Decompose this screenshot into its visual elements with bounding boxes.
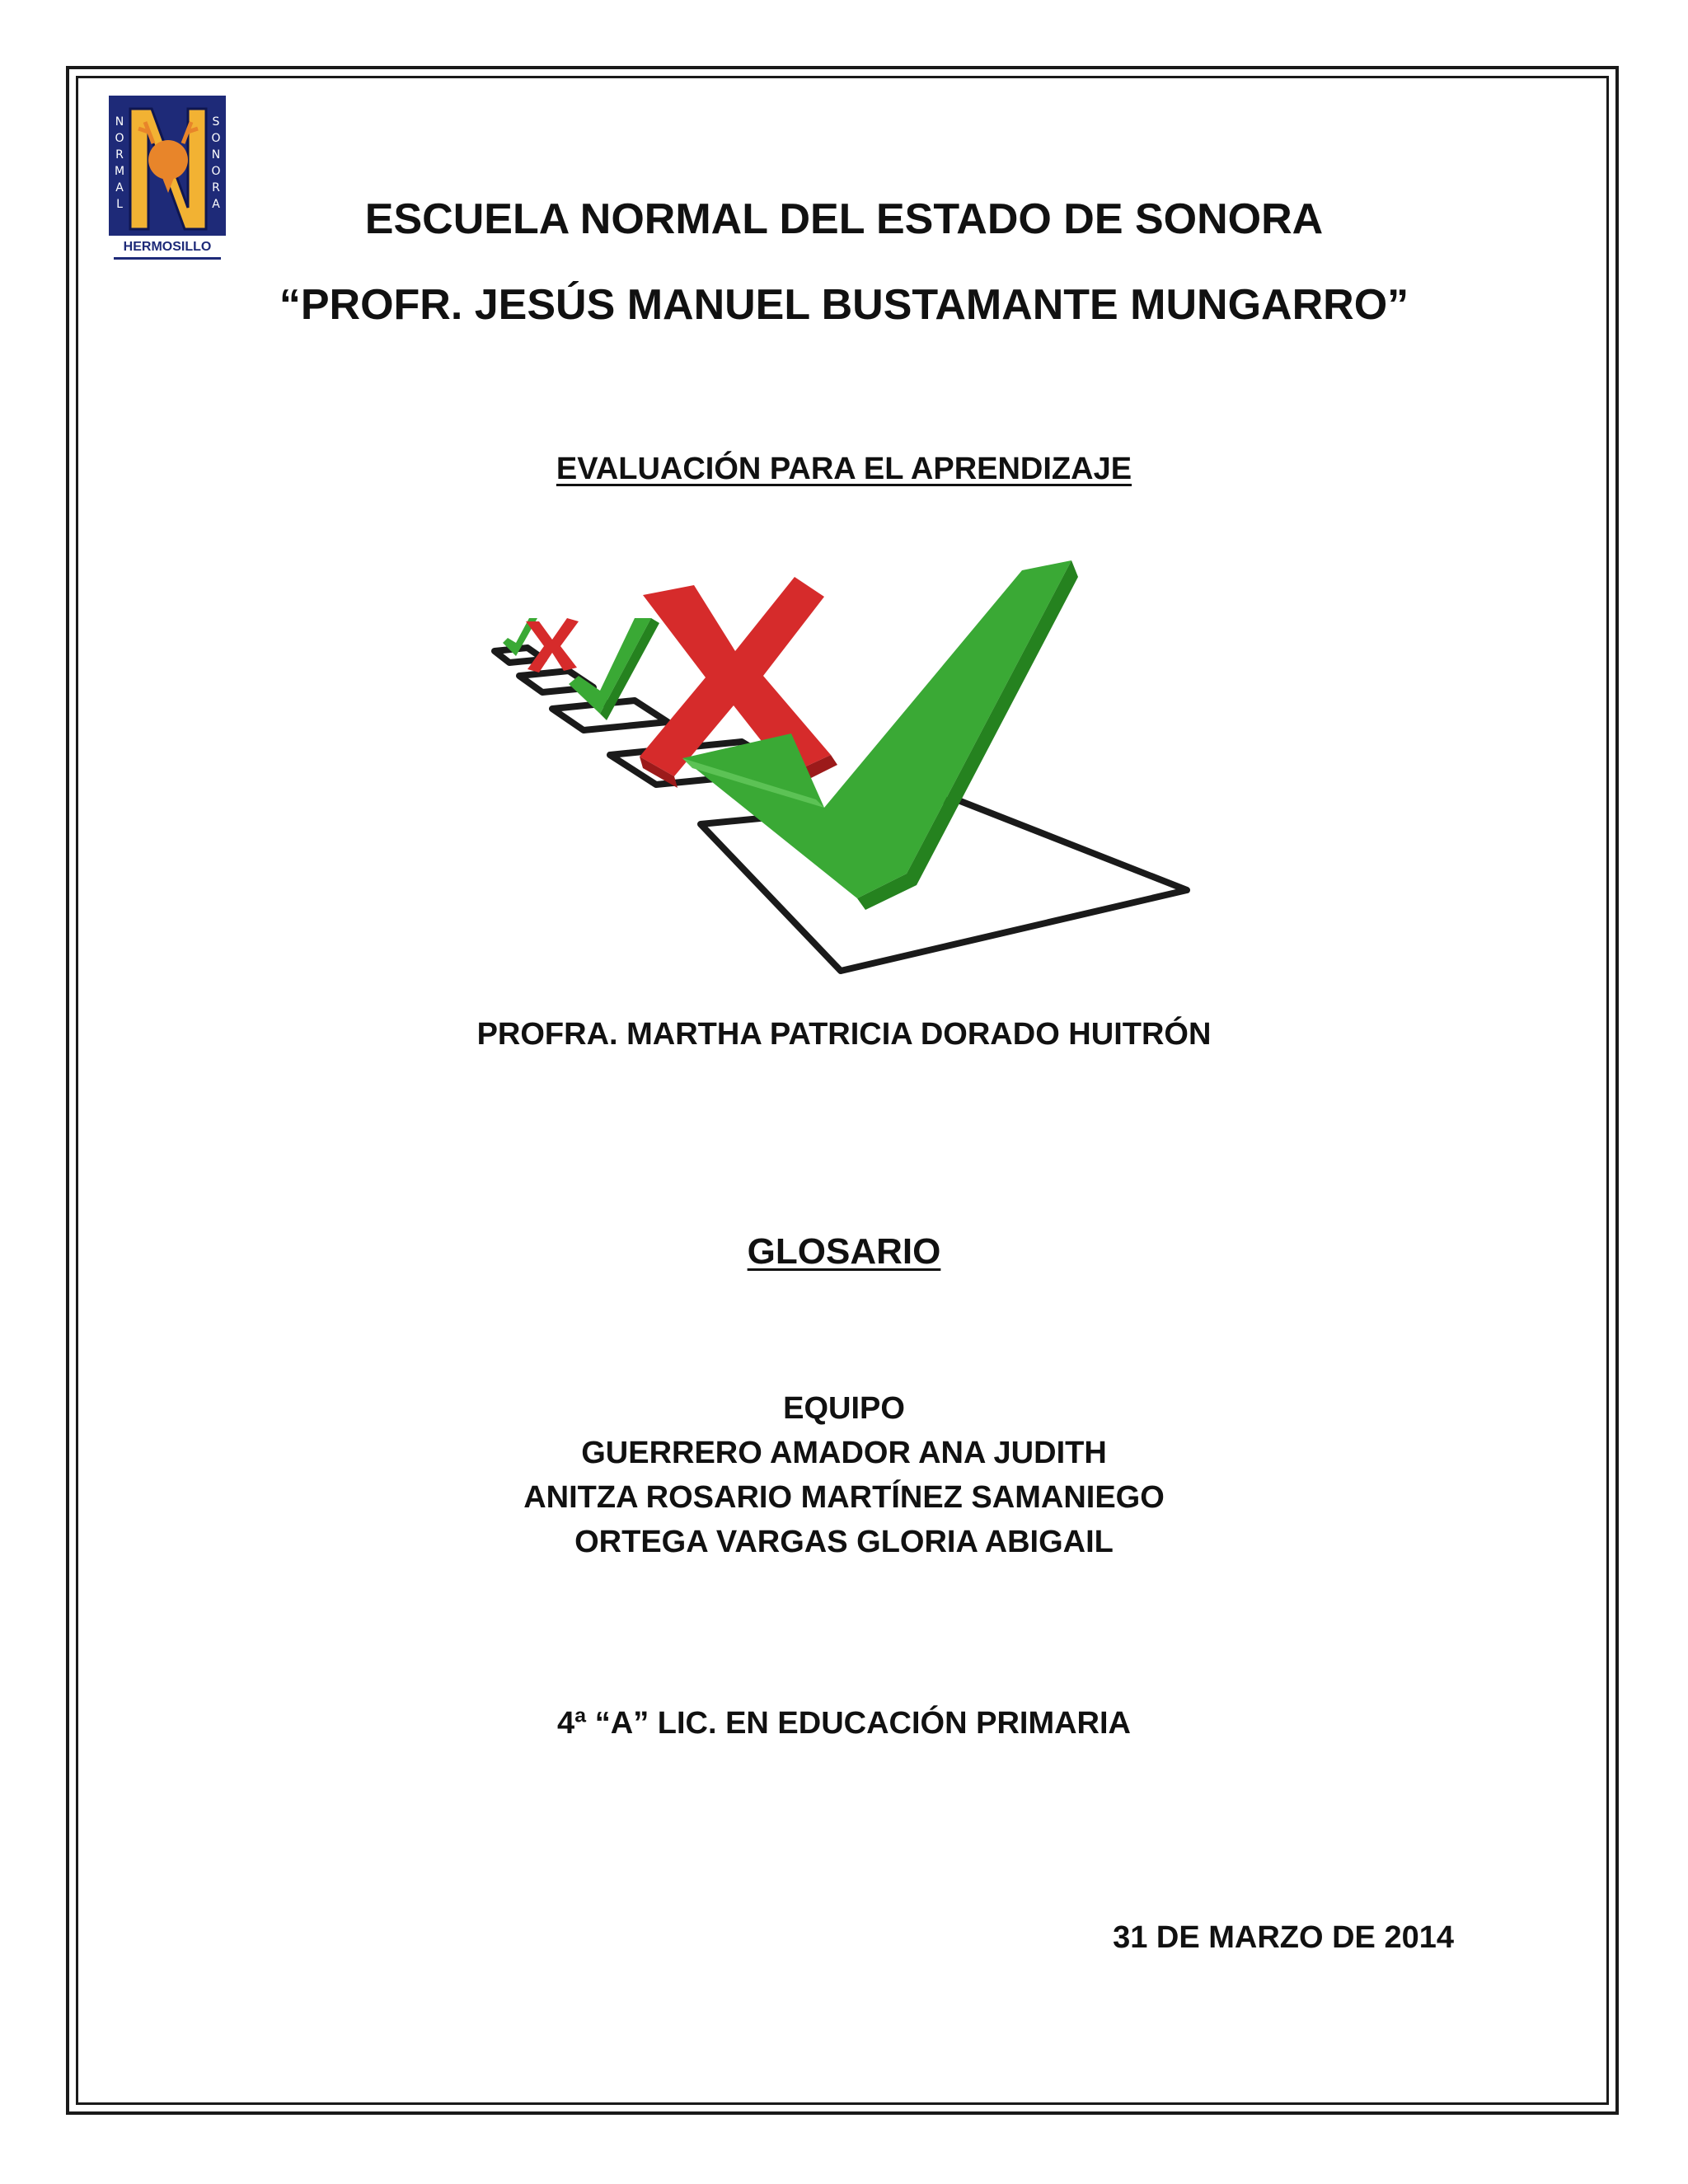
- team-member: GUERRERO AMADOR ANA JUDITH: [581, 1436, 1107, 1470]
- logo-right-word: S O N O R A: [211, 115, 221, 211]
- logo-left-word: N O R M A L: [114, 115, 125, 211]
- team-label: EQUIPO: [783, 1391, 905, 1426]
- group-program: 4ª “A” LIC. EN EDUCACIÓN PRIMARIA: [557, 1706, 1131, 1741]
- teacher-name: PROFRA. MARTHA PATRICIA DORADO HUITRÓN: [476, 1017, 1212, 1052]
- course-title: [0, 452, 1688, 487]
- cross-icon: [526, 618, 579, 673]
- school-dedication: “PROFR. JESÚS MANUEL BUSTAMANTE MUNGARRO”: [279, 281, 1409, 329]
- page-border-inner: [76, 76, 1609, 2105]
- team-member: ANITZA ROSARIO MARTÍNEZ SAMANIEGO: [523, 1480, 1165, 1515]
- team-block: [0, 1386, 1688, 1564]
- checklist-illustration: [478, 560, 1203, 989]
- document-title-text: GLOSARIO: [747, 1231, 941, 1272]
- school-name: ESCUELA NORMAL DEL ESTADO DE SONORA: [364, 195, 1324, 243]
- course-title-text: EVALUACIÓN PARA EL APRENDIZAJE: [556, 452, 1132, 486]
- logo-caption: HERMOSILLO: [123, 240, 212, 254]
- document-date: 31 DE MARZO DE 2014: [1113, 1920, 1454, 1955]
- team-member: ORTEGA VARGAS GLORIA ABIGAIL: [574, 1525, 1114, 1559]
- document-title: [0, 1231, 1688, 1272]
